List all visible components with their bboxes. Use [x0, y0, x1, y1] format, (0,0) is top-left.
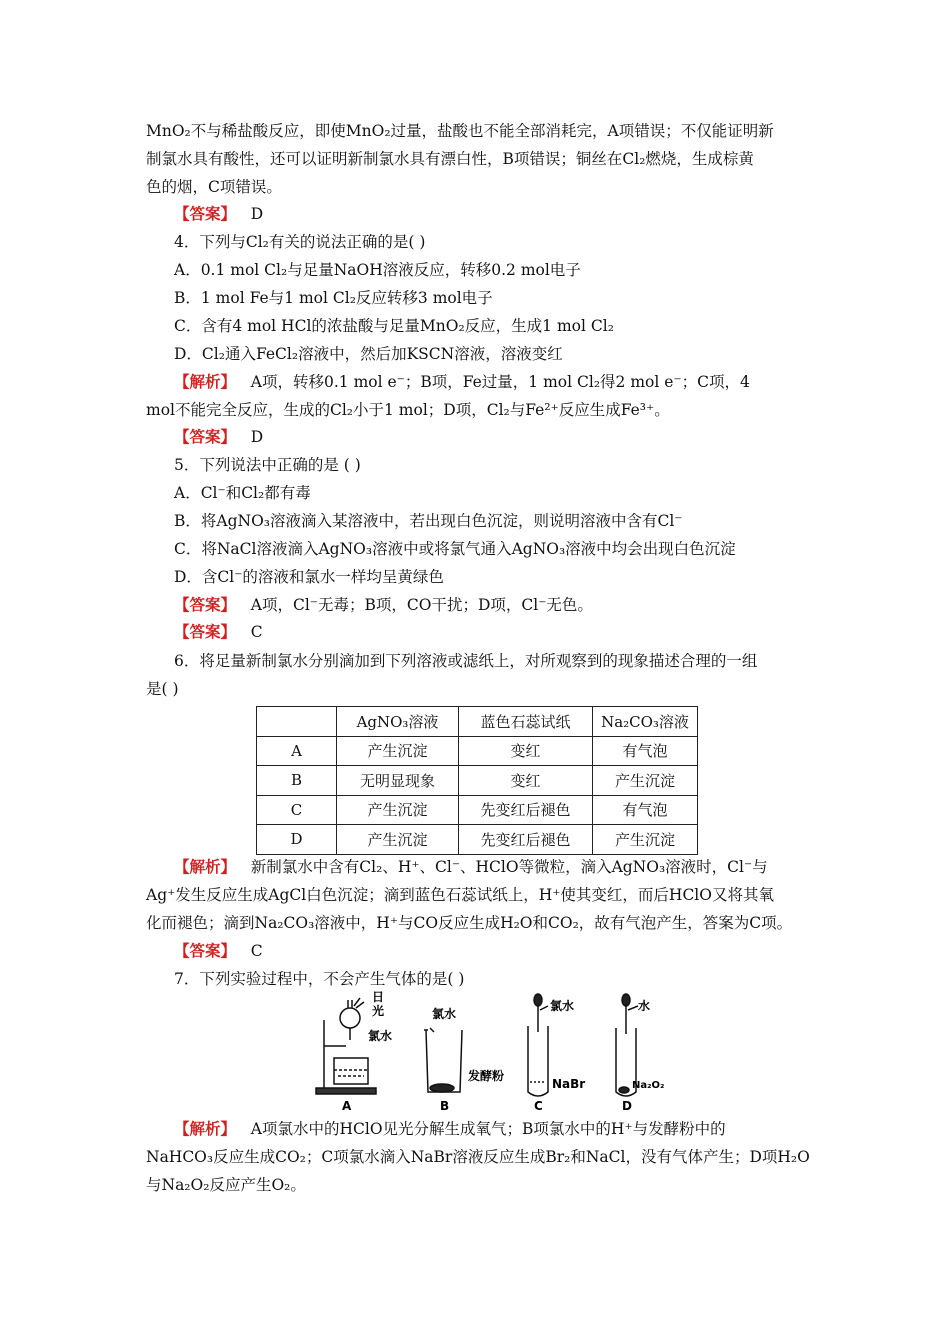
q5-option: C．将NaCl溶液滴入AgNO₃溶液中或将氯气通入AgNO₃溶液中均会出现白色沉淀 — [174, 540, 736, 558]
q7-analysis-text: 与Na₂O₂反应产生O₂。 — [146, 1176, 306, 1194]
answer-label: 【答案】 — [174, 941, 237, 960]
table-cell: 产生沉淀 — [337, 795, 459, 825]
table-cell: C — [257, 795, 337, 825]
q5-answer-line — [174, 621, 263, 643]
figure-letter-a: A — [342, 1099, 352, 1112]
q6-analysis-text: Ag⁺发生反应生成AgCl白色沉淀；滴到蓝色石蕊试纸上，H⁺使其变红，而后HClO又将其氧 — [146, 886, 774, 904]
q6-table — [256, 706, 698, 855]
answer-value: D — [250, 428, 264, 446]
q4-analysis-line — [174, 371, 750, 393]
q7-apparatus-figure — [312, 988, 692, 1112]
q5-answer-note: A项，Cl⁻无毒；B项，CO干扰；D项，Cl⁻无色。 — [250, 596, 593, 614]
q6-stem: 是( ) — [146, 680, 179, 698]
answer-value: D — [250, 205, 264, 223]
figure-letter-b: B — [440, 1099, 450, 1112]
q7-stem: 7．下列实验过程中，不会产生气体的是( ) — [174, 970, 465, 988]
a-sun-label: 光 — [372, 1004, 385, 1018]
q4-stem: 4．下列与Cl₂有关的说法正确的是( ) — [174, 233, 426, 251]
figure-letter-d: D — [622, 1099, 632, 1112]
a-water-label: 氯水 — [368, 1029, 393, 1043]
answer-label: 【答案】 — [174, 595, 237, 614]
text-line: 制氯水具有酸性，还可以证明新制氯水具有漂白性，B项错误；铜丝在Cl₂燃烧，生成棕黄 — [146, 150, 754, 168]
table-cell: 产生沉淀 — [593, 766, 698, 796]
q7-analysis-line — [174, 1118, 726, 1140]
table-row — [257, 736, 698, 766]
c-water-label: 氯水 — [550, 999, 575, 1013]
apparatus-c-icon — [528, 994, 548, 1096]
q5-stem: 5．下列说法中正确的是 ( ) — [174, 456, 361, 474]
analysis-label: 【解析】 — [174, 857, 237, 876]
q5-option: D．含Cl⁻的溶液和氯水一样均呈黄绿色 — [174, 568, 444, 586]
q4-option: B．1 mol Fe与1 mol Cl₂反应转移3 mol电子 — [174, 289, 493, 307]
q6-analysis-text: 化而褪色；滴到Na₂CO₃溶液中，H⁺与CO反应生成H₂O和CO₂，故有气泡产生，答案为C项。 — [146, 914, 793, 932]
q4-option: C．含有4 mol HCl的浓盐酸与足量MnO₂反应，生成1 mol Cl₂ — [174, 317, 614, 335]
table-cell: 先变红后褪色 — [459, 795, 593, 825]
q4-analysis-text: mol不能完全反应，生成的Cl₂小于1 mol；D项，Cl₂与Fe²⁺反应生成Fe³⁺。 — [146, 401, 670, 419]
answer-value: C — [250, 942, 263, 960]
table-cell: AgNO₃溶液 — [337, 707, 459, 737]
analysis-label: 【解析】 — [174, 1119, 237, 1138]
table-row — [257, 825, 698, 855]
q6-answer-line — [174, 940, 263, 962]
figure-letter-c: C — [534, 1099, 543, 1112]
analysis-label: 【解析】 — [174, 372, 237, 391]
table-cell: 产生沉淀 — [593, 825, 698, 855]
apparatus-a-icon — [316, 998, 376, 1094]
q5-answer-note-line — [174, 594, 593, 616]
q3-answer-line — [174, 203, 263, 225]
q5-option: A．Cl⁻和Cl₂都有毒 — [174, 484, 311, 502]
answer-label: 【答案】 — [174, 427, 237, 446]
answer-label: 【答案】 — [174, 622, 237, 641]
table-cell: 产生沉淀 — [337, 736, 459, 766]
q6-analysis-line — [174, 856, 768, 878]
b-powder-label: 发酵粉 — [468, 1069, 505, 1083]
apparatus-b-icon — [424, 1028, 462, 1092]
table-cell: 有气泡 — [593, 736, 698, 766]
table-cell: D — [257, 825, 337, 855]
c-salt-label: NaBr — [552, 1077, 586, 1091]
answer-label: 【答案】 — [174, 204, 237, 223]
q4-option: A．0.1 mol Cl₂与足量NaOH溶液反应，转移0.2 mol电子 — [174, 261, 581, 279]
table-cell: 有气泡 — [593, 795, 698, 825]
table-cell: 变红 — [459, 766, 593, 796]
q6-analysis-text: 新制氯水中含有Cl₂、H⁺、Cl⁻、HClO等微粒，滴入AgNO₃溶液时，Cl⁻与 — [250, 858, 768, 876]
table-row — [257, 766, 698, 796]
table-cell: A — [257, 736, 337, 766]
table-cell: 产生沉淀 — [337, 825, 459, 855]
q4-option: D．Cl₂通入FeCl₂溶液中，然后加KSCN溶液，溶液变红 — [174, 345, 563, 363]
q4-analysis-text: A项，转移0.1 mol e⁻；B项，Fe过量，1 mol Cl₂得2 mol e⁻；C项，4 — [250, 373, 750, 391]
q7-analysis-text: A项氯水中的HClO见光分解生成氧气；B项氯水中的H⁺与发酵粉中的 — [250, 1120, 726, 1138]
text-line: MnO₂不与稀盐酸反应，即使MnO₂过量，盐酸也不能全部消耗完，A项错误；不仅能证明新 — [146, 122, 774, 140]
table-cell: B — [257, 766, 337, 796]
a-sun-label: 日 — [372, 990, 385, 1004]
table-cell — [257, 707, 337, 737]
table-cell: 变红 — [459, 736, 593, 766]
q7-analysis-text: NaHCO₃反应生成CO₂；C项氯水滴入NaBr溶液反应生成Br₂和NaCl，没有气体产生；D项H₂O — [146, 1148, 810, 1166]
table-cell: 先变红后褪色 — [459, 825, 593, 855]
answer-value: C — [250, 623, 263, 641]
table-cell: 无明显现象 — [337, 766, 459, 796]
d-solid-label: Na₂O₂ — [632, 1080, 665, 1091]
table-row — [257, 795, 698, 825]
b-water-label: 氯水 — [432, 1007, 457, 1021]
table-cell: 蓝色石蕊试纸 — [459, 707, 593, 737]
d-water-label: 水 — [638, 999, 651, 1013]
table-cell: Na₂CO₃溶液 — [593, 707, 698, 737]
q5-option: B．将AgNO₃溶液滴入某溶液中，若出现白色沉淀，则说明溶液中含有Cl⁻ — [174, 512, 683, 530]
q4-answer-line — [174, 426, 263, 448]
text-line: 色的烟，C项错误。 — [146, 178, 282, 196]
table-header-row — [257, 707, 698, 737]
q6-stem: 6．将足量新制氯水分别滴加到下列溶液或滤纸上，对所观察到的现象描述合理的一组 — [174, 652, 758, 670]
